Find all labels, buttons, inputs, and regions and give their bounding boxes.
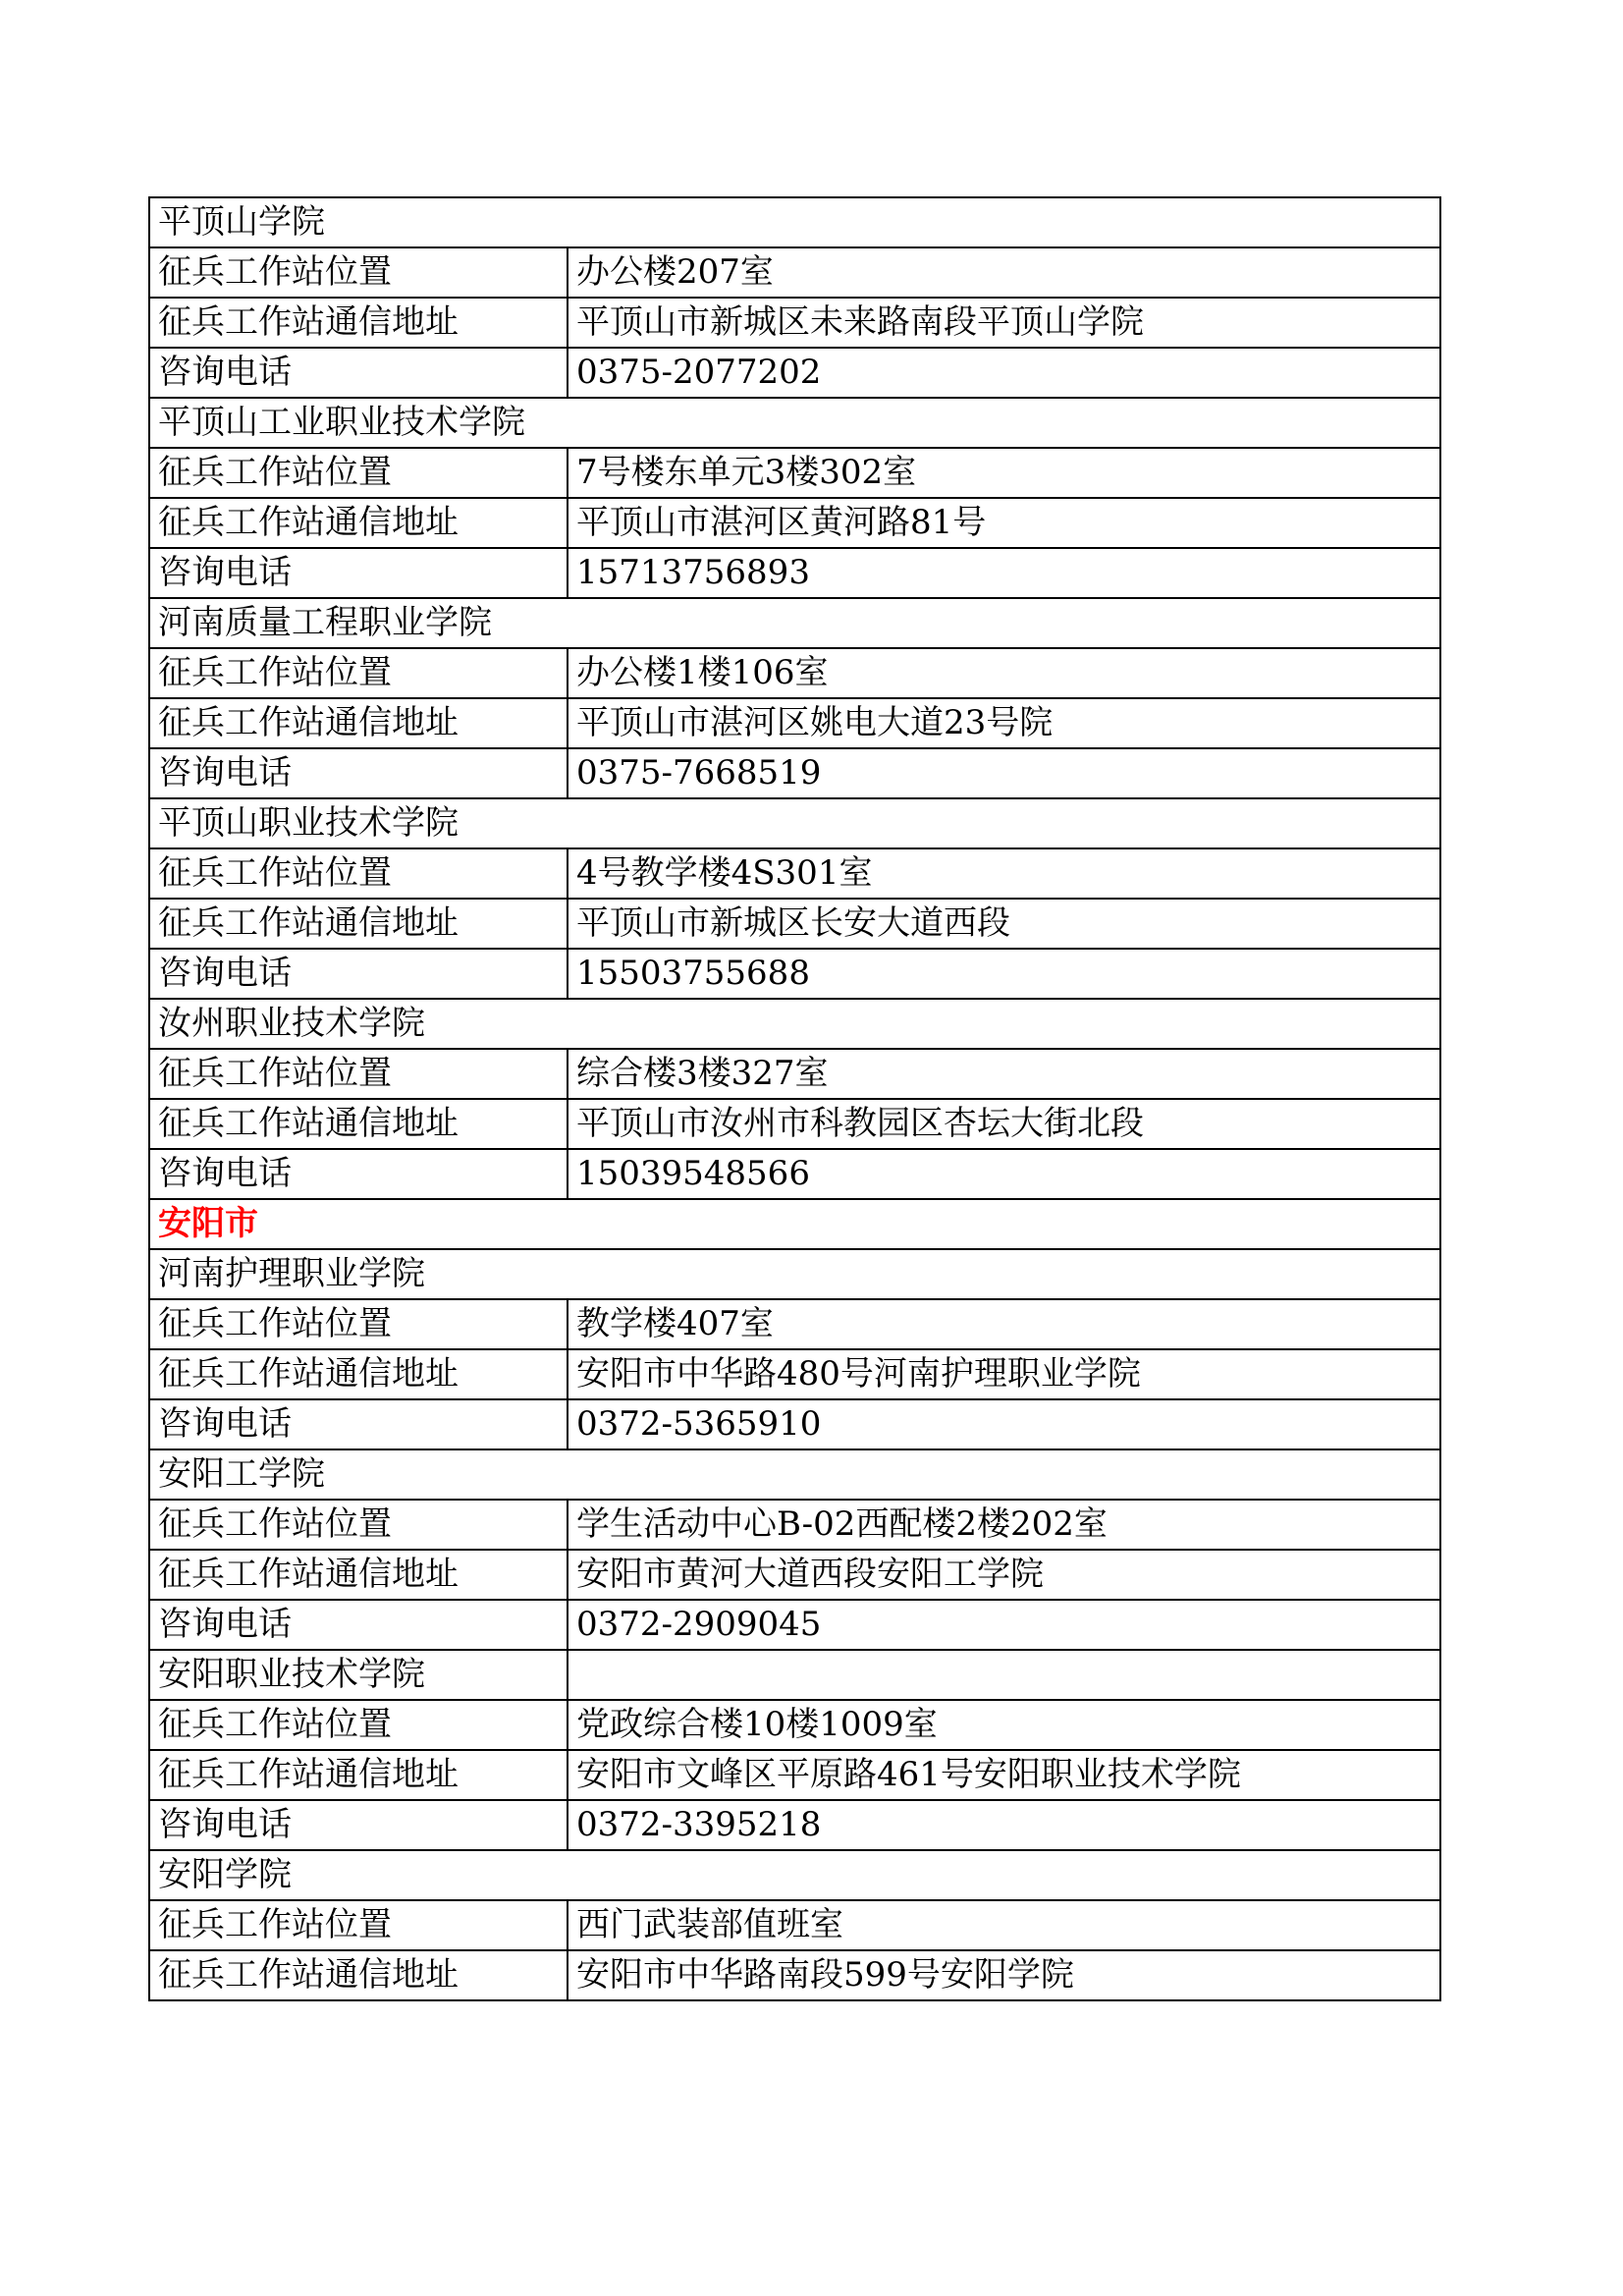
field-label-cell: 征兵工作站通信地址 [149,899,568,949]
field-value-cell: 学生活动中心B-02西配楼2楼202室 [568,1500,1440,1550]
field-label-cell: 征兵工作站通信地址 [149,1099,568,1149]
school-name-cell: 安阳学院 [149,1850,1440,1900]
field-label-cell: 咨询电话 [149,949,568,999]
school-name-cell: 汝州职业技术学院 [149,999,1440,1049]
school-name-cell: 安阳职业技术学院 [149,1650,568,1700]
field-label-cell: 征兵工作站通信地址 [149,1950,568,2000]
table-row [149,298,1440,348]
table-row [149,1750,1440,1800]
field-value-cell: 安阳市中华路南段599号安阳学院 [568,1950,1440,2000]
field-label-cell: 征兵工作站位置 [149,648,568,698]
field-label-cell: 咨询电话 [149,1800,568,1850]
school-heading-row [149,999,1440,1049]
field-label-cell: 征兵工作站位置 [149,1900,568,1950]
field-label-cell: 征兵工作站位置 [149,1049,568,1099]
school-heading-row [149,798,1440,848]
table-row [149,1950,1440,2000]
field-value-cell: 办公楼207室 [568,247,1440,298]
table-row [149,1399,1440,1449]
field-label-cell: 征兵工作站通信地址 [149,1349,568,1399]
school-name-cell: 安阳工学院 [149,1449,1440,1500]
field-value-cell: 15039548566 [568,1149,1440,1199]
field-value-cell: 平顶山市汝州市科教园区杏坛大街北段 [568,1099,1440,1149]
field-label-cell: 咨询电话 [149,1149,568,1199]
field-value-cell: 平顶山市湛河区黄河路81号 [568,498,1440,548]
city-name-cell: 安阳市 [149,1199,1440,1249]
field-value-cell: 党政综合楼10楼1009室 [568,1700,1440,1750]
school-heading-row [149,1249,1440,1299]
table-row [149,648,1440,698]
table-row [149,1149,1440,1199]
school-name-cell: 平顶山学院 [149,197,1440,247]
table-row [149,949,1440,999]
field-value-cell: 15503755688 [568,949,1440,999]
field-label-cell: 咨询电话 [149,348,568,398]
field-value-cell: 0375-7668519 [568,748,1440,798]
school-heading-row [149,1850,1440,1900]
city-heading-row [149,1199,1440,1249]
field-value-cell: 7号楼东单元3楼302室 [568,448,1440,498]
field-value-cell: 4号教学楼4S301室 [568,848,1440,899]
field-value-cell: 0375-2077202 [568,348,1440,398]
table-row [149,1550,1440,1600]
table-row [149,1099,1440,1149]
table-row [149,498,1440,548]
field-label-cell: 征兵工作站位置 [149,448,568,498]
table-row [149,698,1440,748]
school-heading-row [149,398,1440,448]
table-row [149,1600,1440,1650]
table-row [149,1049,1440,1099]
field-value-cell: 安阳市黄河大道西段安阳工学院 [568,1550,1440,1600]
table-row [149,548,1440,598]
field-value-cell: 15713756893 [568,548,1440,598]
table-row [149,1299,1440,1349]
field-value-cell: 安阳市文峰区平原路461号安阳职业技术学院 [568,1750,1440,1800]
field-label-cell: 征兵工作站位置 [149,848,568,899]
field-value-cell: 平顶山市湛河区姚电大道23号院 [568,698,1440,748]
field-label-cell: 征兵工作站位置 [149,1299,568,1349]
table-row [149,247,1440,298]
table-row [149,748,1440,798]
field-label-cell: 征兵工作站通信地址 [149,698,568,748]
field-label-cell: 征兵工作站位置 [149,1700,568,1750]
school-name-cell: 河南质量工程职业学院 [149,598,1440,648]
recruitment-station-table [148,196,1441,2001]
table-row [149,1800,1440,1850]
field-value-cell: 教学楼407室 [568,1299,1440,1349]
table-row [149,848,1440,899]
table-body [149,197,1440,2000]
table-row [149,448,1440,498]
field-value-cell: 综合楼3楼327室 [568,1049,1440,1099]
field-value-cell: 0372-2909045 [568,1600,1440,1650]
school-heading-row [149,1650,1440,1700]
field-value-cell: 办公楼1楼106室 [568,648,1440,698]
field-label-cell: 征兵工作站通信地址 [149,298,568,348]
school-heading-row [149,197,1440,247]
table-row [149,1349,1440,1399]
field-label-cell: 征兵工作站位置 [149,247,568,298]
field-label-cell: 咨询电话 [149,1399,568,1449]
table-row [149,1700,1440,1750]
table-row [149,899,1440,949]
field-label-cell: 征兵工作站通信地址 [149,1750,568,1800]
field-value-cell: 0372-5365910 [568,1399,1440,1449]
school-heading-row [149,598,1440,648]
field-value-cell: 0372-3395218 [568,1800,1440,1850]
field-value-cell: 平顶山市新城区长安大道西段 [568,899,1440,949]
field-value-cell: 平顶山市新城区未来路南段平顶山学院 [568,298,1440,348]
school-heading-row [149,1449,1440,1500]
school-name-cell: 河南护理职业学院 [149,1249,1440,1299]
field-value-cell: 西门武装部值班室 [568,1900,1440,1950]
field-label-cell: 征兵工作站通信地址 [149,498,568,548]
empty-cell [568,1650,1440,1700]
field-value-cell: 安阳市中华路480号河南护理职业学院 [568,1349,1440,1399]
field-label-cell: 咨询电话 [149,748,568,798]
field-label-cell: 咨询电话 [149,1600,568,1650]
field-label-cell: 征兵工作站通信地址 [149,1550,568,1600]
table-row [149,348,1440,398]
field-label-cell: 征兵工作站位置 [149,1500,568,1550]
table-row [149,1900,1440,1950]
school-name-cell: 平顶山职业技术学院 [149,798,1440,848]
table-row [149,1500,1440,1550]
field-label-cell: 咨询电话 [149,548,568,598]
school-name-cell: 平顶山工业职业技术学院 [149,398,1440,448]
